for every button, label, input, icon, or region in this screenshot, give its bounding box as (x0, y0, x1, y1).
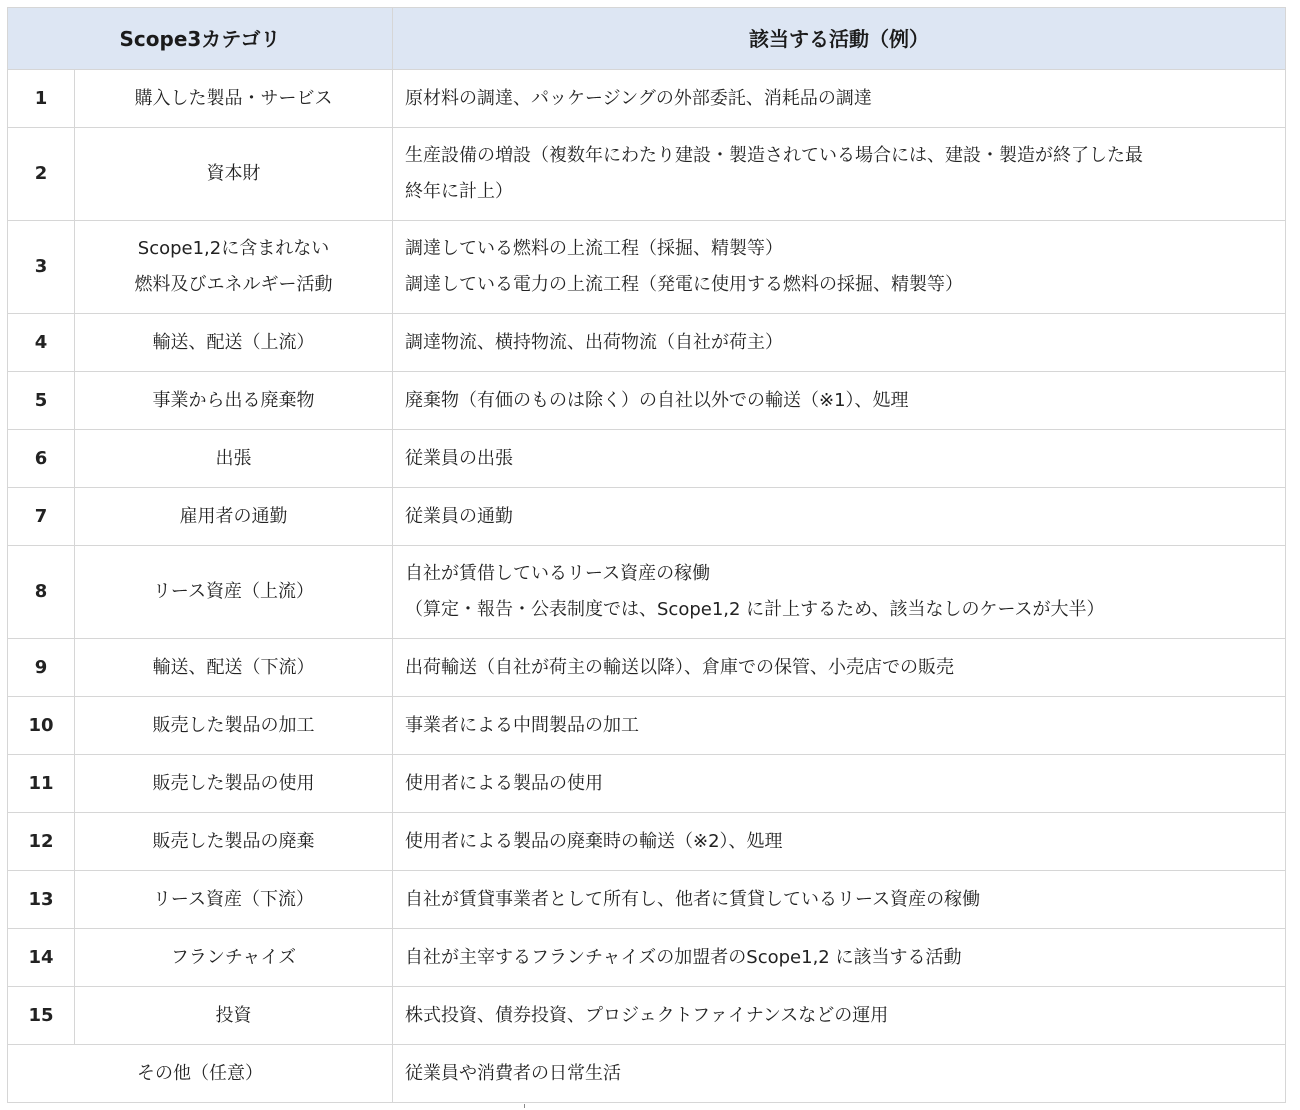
activity-example (393, 987, 1286, 1045)
activity-example (393, 221, 1286, 314)
category-name (75, 488, 393, 546)
table-row (8, 639, 1286, 697)
category-name-line: Scope1,2に含まれない (137, 238, 330, 259)
category-name (75, 755, 393, 813)
activity-example (393, 488, 1286, 546)
activity-line: 調達物流、横持物流、出荷物流（自社が荷主） (405, 331, 783, 353)
activity-example (393, 314, 1286, 372)
category-number: 6 (8, 430, 75, 488)
table-row (8, 430, 1286, 488)
activity-line: 自社が主宰するフランチャイズの加盟者のScope1,2 に該当する活動 (405, 946, 962, 968)
activity-example (393, 70, 1286, 128)
category-name (75, 813, 393, 871)
category-name-line: 販売した製品の廃棄 (152, 830, 315, 852)
activity-line: （算定・報告・公表制度では、Scope1,2 に計上するため、該当なしのケースが大半） (405, 599, 1105, 620)
category-name (75, 430, 393, 488)
category-name-line: 資本財 (206, 163, 261, 184)
category-name-line: リース資産（下流） (152, 888, 315, 910)
activity-line: 使用者による製品の使用 (405, 772, 603, 794)
category-number: 7 (8, 488, 75, 546)
table-row-other (8, 1045, 1286, 1103)
category-name-line: 輸送、配送（上流） (152, 331, 315, 353)
table-row (8, 372, 1286, 430)
category-number: 10 (8, 697, 75, 755)
category-name-line: 燃料及びエネルギー活動 (134, 274, 333, 295)
activity-line: 事業者による中間製品の加工 (405, 714, 639, 736)
category-name (75, 546, 393, 639)
table-body (8, 70, 1286, 1045)
table-row (8, 871, 1286, 929)
scope3-categories-table (7, 7, 1286, 1103)
activity-line: 従業員の通勤 (405, 505, 513, 527)
activity-example (393, 697, 1286, 755)
category-name (75, 314, 393, 372)
category-name (75, 639, 393, 697)
table-row (8, 987, 1286, 1045)
category-number: 8 (8, 546, 75, 639)
activity-example (393, 546, 1286, 639)
category-name-line: 購入した製品・サービス (134, 87, 333, 109)
activity-line: 調達している燃料の上流工程（採掘、精製等） (405, 238, 783, 259)
category-name (75, 70, 393, 128)
activity-example (393, 871, 1286, 929)
activity-line: 終年に計上） (405, 181, 513, 202)
category-name-line: 投資 (215, 1004, 252, 1026)
category-name (75, 128, 393, 221)
activity-line: 従業員の出張 (405, 447, 513, 469)
activity-line: 自社が賃借しているリース資産の稼働 (405, 563, 711, 584)
category-number: 4 (8, 314, 75, 372)
category-name-line: リース資産（上流） (152, 581, 315, 602)
category-name (75, 221, 393, 314)
category-name-line: 販売した製品の加工 (152, 714, 315, 736)
category-number: 15 (8, 987, 75, 1045)
header-category: Scope3カテゴリ (8, 8, 393, 70)
category-name-line: 輸送、配送（下流） (152, 656, 315, 678)
table-row (8, 70, 1286, 128)
category-number: 3 (8, 221, 75, 314)
category-number: 1 (8, 70, 75, 128)
table-row (8, 755, 1286, 813)
activity-example (393, 755, 1286, 813)
table-row (8, 488, 1286, 546)
activity-example (393, 929, 1286, 987)
activity-example (393, 813, 1286, 871)
stray-mark (524, 1104, 525, 1108)
activity-line: 原材料の調達、パッケージングの外部委託、消耗品の調達 (405, 87, 872, 109)
table-row (8, 314, 1286, 372)
activity-example (393, 128, 1286, 221)
category-name (75, 929, 393, 987)
category-name-line: フランチャイズ (170, 946, 297, 968)
category-number: 13 (8, 871, 75, 929)
activity-line: 生産設備の増設（複数年にわたり建設・製造されている場合には、建設・製造が終了した最 (405, 145, 1143, 166)
category-name-line: 雇用者の通勤 (179, 505, 288, 527)
category-name-line: 事業から出る廃棄物 (152, 389, 315, 411)
category-number: 14 (8, 929, 75, 987)
other-activity-cell: 従業員や消費者の日常生活 (393, 1045, 1286, 1103)
category-name-line: 出張 (215, 447, 252, 469)
activity-example (393, 639, 1286, 697)
category-name (75, 987, 393, 1045)
activity-example (393, 430, 1286, 488)
table-row (8, 813, 1286, 871)
activity-line: 自社が賃貸事業者として所有し、他者に賃貸しているリース資産の稼働 (405, 888, 981, 910)
activity-line: 使用者による製品の廃棄時の輸送（※2）、処理 (405, 830, 783, 852)
activity-line: 調達している電力の上流工程（発電に使用する燃料の採掘、精製等） (405, 274, 963, 295)
category-number: 11 (8, 755, 75, 813)
header-activity: 該当する活動（例） (393, 8, 1286, 70)
activity-example (393, 372, 1286, 430)
activity-line: 出荷輸送（自社が荷主の輸送以降）、倉庫での保管、小売店での販売 (405, 656, 954, 678)
category-number: 12 (8, 813, 75, 871)
category-name-line: 販売した製品の使用 (152, 772, 315, 794)
category-name (75, 697, 393, 755)
table-row (8, 546, 1286, 639)
category-number: 9 (8, 639, 75, 697)
activity-line: 株式投資、債券投資、プロジェクトファイナンスなどの運用 (405, 1004, 889, 1026)
category-number: 5 (8, 372, 75, 430)
table-row (8, 697, 1286, 755)
activity-line: 廃棄物（有価のものは除く）の自社以外での輸送（※1）、処理 (405, 389, 909, 411)
table-header-row (8, 8, 1286, 70)
other-category-cell: その他（任意） (8, 1045, 393, 1103)
table-row (8, 128, 1286, 221)
category-name (75, 372, 393, 430)
table-row (8, 221, 1286, 314)
table-row (8, 929, 1286, 987)
category-name (75, 871, 393, 929)
category-number: 2 (8, 128, 75, 221)
